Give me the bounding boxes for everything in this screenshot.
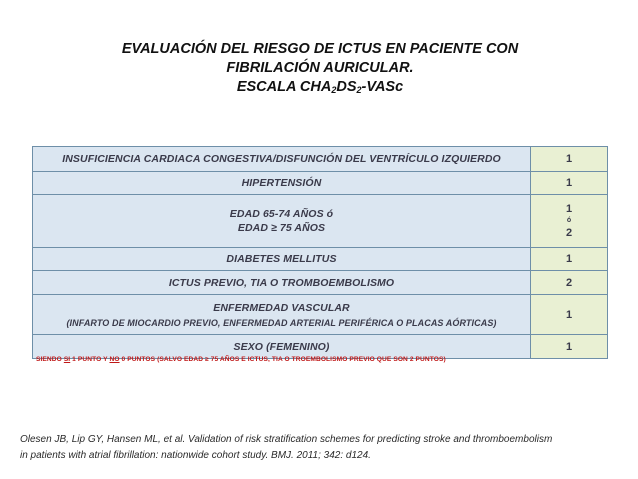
title-scale-prefix: ESCALA CHA: [236, 79, 332, 95]
criterion-points: 1: [531, 295, 608, 335]
age-range-label: EDAD 65-74 AÑOS ó: [229, 208, 334, 220]
title-scale-mid: DS: [336, 79, 357, 95]
cha2ds2-vasc-table: [32, 146, 608, 359]
scoring-footnote: [36, 356, 596, 363]
reference-citation: [20, 432, 630, 464]
table-row: [33, 195, 608, 248]
footnote-part-2: 1 PUNTO Y: [70, 356, 110, 363]
table-row: [33, 295, 608, 335]
criterion-points: 2: [531, 271, 608, 295]
footnote-part-1: SIENDO: [36, 356, 64, 363]
citation-line-1: Olesen JB, Lip GY, Hansen ML, et al. Validation of risk stratification schemes for predicting stroke and thromboembolism: [20, 434, 553, 445]
criterion-points: 1: [531, 248, 608, 271]
table-row: [33, 335, 608, 359]
table-row: [33, 248, 608, 271]
age-range-points: 1: [565, 203, 573, 215]
criterion-label: HIPERTENSIÓN: [33, 172, 531, 195]
age-over-points: 2: [565, 227, 573, 239]
citation-line-2: in patients with atrial fibrillation: nationwide cohort study. BMJ. 2011; 342: d124.: [20, 450, 371, 461]
age-over-label: EDAD ≥ 75 AÑOS: [237, 222, 326, 234]
age-points-or: ó: [566, 217, 572, 224]
table-row: [33, 147, 608, 172]
title-scale-sub-2: 2: [356, 85, 362, 95]
title-line-2: FIBRILACIÓN AURICULAR.: [226, 60, 414, 76]
title-scale-sub-1: 2: [331, 85, 337, 95]
score-table-container: [32, 146, 608, 359]
footnote-no: NO: [109, 356, 120, 363]
title-line-3: [40, 78, 600, 97]
criterion-label-vascular: [33, 295, 531, 335]
criterion-points: 1: [531, 172, 608, 195]
criterion-points-age: [531, 195, 608, 248]
table-row: [33, 172, 608, 195]
criterion-points: 1: [531, 147, 608, 172]
criterion-label: SEXO (FEMENINO): [33, 335, 531, 359]
vascular-sublabel: (INFARTO DE MIOCARDIO PREVIO, ENFERMEDAD ARTERIAL PERIFÉRICA O PLACAS AÓRTICAS): [66, 317, 497, 328]
criterion-points: 1: [531, 335, 608, 359]
page-title: [40, 40, 600, 97]
title-scale-suffix: -VASc: [361, 79, 404, 95]
vascular-label: ENFERMEDAD VASCULAR: [213, 301, 350, 314]
criterion-label: ICTUS PREVIO, TIA O TROMBOEMBOLISMO: [33, 271, 531, 295]
criterion-label: INSUFICIENCIA CARDIACA CONGESTIVA/DISFUNCIÓN DEL VENTRÍCULO IZQUIERDO: [33, 147, 531, 172]
title-line-1: EVALUACIÓN DEL RIESGO DE ICTUS EN PACIENTE CON: [121, 41, 519, 57]
criterion-label: DIABETES MELLITUS: [33, 248, 531, 271]
table-row: [33, 271, 608, 295]
footnote-si: SI: [63, 356, 71, 363]
footnote-part-3: 0 PUNTOS (SALVO EDAD ≥ 75 AÑOS E ICTUS, TIA O TROEMBOLISMO PREVIO QUE SON 2 PUNTOS): [119, 356, 446, 363]
criterion-label-age: [33, 195, 531, 248]
